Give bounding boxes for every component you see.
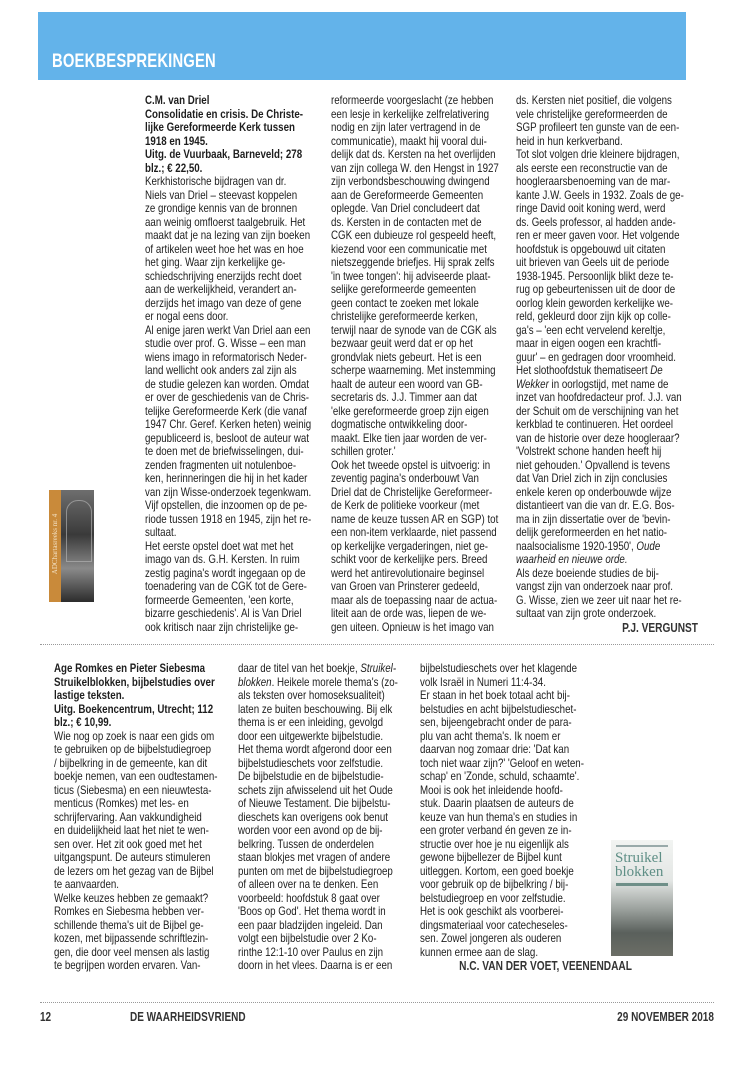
text-line: gepubliceerd is, besloot de auteur wat xyxy=(145,431,310,445)
text-line: toch niet waar zijn?' 'Geloof en weten- xyxy=(420,756,584,770)
text-line xyxy=(238,675,398,690)
text-line: maar in eigen oogen een krachtfi- xyxy=(516,337,662,350)
text-line: worden voor een avond op de bij- xyxy=(238,824,383,837)
text-line: de Kerk de politieke voorkeur (met xyxy=(331,499,480,512)
cover-author-line xyxy=(616,845,668,847)
text-line: een groter verband én geven ze in- xyxy=(420,824,572,837)
text-line: ds. Kersten in de contacten met de xyxy=(331,215,482,229)
text-line: Romkes en Siebesma hebben ver- xyxy=(54,905,204,918)
text-line: Wie nog op zoek is naar een gids om xyxy=(54,729,215,743)
text-line: stuk. Daarin plaatsen de auteurs de xyxy=(420,797,574,810)
cover-title-line-1: Struikel xyxy=(615,850,663,866)
text-line: te begrijpen worden ervaren. Van- xyxy=(54,959,201,972)
italic-title-text: Struikel- xyxy=(360,662,397,675)
text-line: bezwaar geuit werd dat er op het xyxy=(331,337,473,350)
italic-title-text: Wekker xyxy=(516,377,549,391)
text-line: distantieert van die van dr. E.G. Bos- xyxy=(516,499,675,512)
text-line: maar als de toepassing naar de actua- xyxy=(331,593,498,607)
text-line: doorn in het vlees. Daarna is er een xyxy=(238,959,393,972)
text-line xyxy=(516,553,669,567)
text-line: christelijke gereformeerde kerken, xyxy=(331,310,478,323)
cover-church-interior xyxy=(66,500,92,562)
text-line: uitgangspunt. De auteurs stimuleren xyxy=(54,851,211,864)
text-line: sen, bijeengebracht onder de para- xyxy=(420,716,572,729)
text-line: rug op gebeurtenissen uit de door de xyxy=(516,283,676,296)
text-segment: daar de titel van het boekje, xyxy=(238,662,361,675)
text-line: schillen groter.' xyxy=(331,445,396,458)
text-line: menticus (Romkes) met les- en xyxy=(54,797,189,810)
text-line: derzijds het imago van deze of gene xyxy=(145,296,302,310)
text-line: der Schuit om de verschijning van het xyxy=(516,404,679,418)
text-line: scherpe waarneming. Met instemming xyxy=(331,364,496,377)
text-line: 'Volstrekt schone handen heeft hij xyxy=(516,445,662,458)
text-line: aan de werkelijkheid, verandert an- xyxy=(145,283,297,296)
review2-column-1 xyxy=(54,662,236,973)
text-line: plu van acht thema's. Ik noem er xyxy=(420,729,561,743)
text-line: werd het antirevolutionaire beginsel xyxy=(331,566,485,580)
book-info-line: Consolidatie en crisis. De Christe- xyxy=(145,107,304,121)
text-line: Kerkhistorische bijdragen van dr. xyxy=(145,175,287,188)
text-line: schrijfervaring. Aan vakkundigheid xyxy=(54,810,202,824)
text-line: ken, herinneringen die hij in het kader xyxy=(145,472,308,485)
reviewer-name: P.J. VERGUNST xyxy=(622,619,698,635)
text-line: uitleggen. Kortom, een goed boekje xyxy=(420,864,574,878)
text-line: belkring. Tussen de onderdelen xyxy=(238,837,374,851)
text-line: en duidelijkheid laat het niet te wen- xyxy=(54,824,209,837)
text-line: kerkblad te continueren. Het oordeel xyxy=(516,418,674,431)
text-line: communicatie), maakt hij vooral dui- xyxy=(331,134,487,148)
text-line: bizarre geschiedenis'. Al is Van Driel xyxy=(145,607,302,620)
text-line: name de keuze tussen AR en SGP) tot xyxy=(331,512,499,526)
text-line: er over de geschiedenis van de Chris- xyxy=(145,391,310,404)
text-line: structie over hoe je nu eigenlijk als xyxy=(420,837,569,851)
text-line: formeerde Gemeenten, 'een korte, xyxy=(145,593,294,607)
text-line: de lezers om het gezag van de Bijbel xyxy=(54,864,214,878)
text-line: Tot slot volgen drie kleinere bijdragen, xyxy=(516,148,680,161)
reviewer-name: N.C. VAN DER VOET, VEENENDAAL xyxy=(459,958,632,973)
text-line: vangst zijn van onderzoek naar prof. xyxy=(516,580,674,593)
text-line: bijbelstudieschets over het klagende xyxy=(420,662,578,675)
text-line: schiedschrijving enerzijds recht doet xyxy=(145,269,302,283)
text-line: ma in zijn dissertatie over de 'bevin- xyxy=(516,512,671,526)
text-line: belstudiegroep en voor zelfstudie. xyxy=(420,891,566,905)
text-line: of Nieuwe Testament. Die bijbelstu- xyxy=(238,797,391,810)
text-line: daarvan nog zomaar drie: 'Dat kan xyxy=(420,743,570,756)
text-line: of artikelen weet hoe het was en hoe xyxy=(145,242,304,256)
text-line: ga's – 'een echt vervelend kereltje, xyxy=(516,323,666,337)
italic-title-text: waarheid en nieuwe orde. xyxy=(516,553,628,566)
text-line: grondvlak niets gebeurt. Het is een xyxy=(331,350,482,364)
text-line: voorbeeld: hoofdstuk 8 gaat over xyxy=(238,891,380,905)
text-line: dingsmateriaal voor catecheseles- xyxy=(420,918,568,932)
review-divider xyxy=(40,644,714,645)
review2-column-2 xyxy=(238,662,420,973)
text-line: ticus (Siebesma) en een nieuwtesta- xyxy=(54,783,212,797)
text-line: schap' en 'Zonde, schuld, schaamte'. xyxy=(420,770,580,783)
text-line: schillende thema's uit de Bijbel ge- xyxy=(54,918,204,932)
italic-title-text: De xyxy=(650,364,663,377)
text-line: wiens imago in reformatorisch Neder- xyxy=(145,350,307,364)
cover-title-line-2: blokken xyxy=(615,864,664,880)
text-line: dogmatische ontwikkeling door- xyxy=(331,418,468,431)
text-line: kiezend voor een communicatie met xyxy=(331,242,487,256)
review2-column-3 xyxy=(420,662,632,973)
text-line: geen contact te zoeken met lokale xyxy=(331,296,479,310)
text-line: op kerkelijke vergaderingen, niet ge- xyxy=(331,539,489,553)
text-line: ds. Geels professor, al hadden ande- xyxy=(516,215,676,229)
text-line: een paar bladzijden ingeleid. Dan xyxy=(238,918,383,932)
cover-subtitle xyxy=(616,883,668,886)
review1-column-3 xyxy=(516,94,698,635)
book-cover-consolidatie-en-crisis xyxy=(49,490,94,602)
text-line: imago van ds. G.H. Kersten. In ruim xyxy=(145,553,300,566)
text-line: Er staan in het boek totaal acht bij- xyxy=(420,689,570,702)
text-line: oorlog klein geworden kerkelijke we- xyxy=(516,296,673,310)
text-line: SGP profileert ten gunste van de een- xyxy=(516,121,680,134)
text-line: aan weinig omfloerst taalgebruik. Het xyxy=(145,215,306,229)
book-info-line: Uitg. de Vuurbaak, Barneveld; 278 xyxy=(145,148,303,161)
book-info-line: lastige teksten. xyxy=(54,689,125,702)
review1-column-1 xyxy=(145,94,327,634)
section-title: BOEKBESPREKINGEN xyxy=(52,51,216,72)
text-line: Niels van Driel – steevast koppelen xyxy=(145,188,298,202)
text-line: gewone bijbellezer de Bijbel kunt xyxy=(420,851,562,864)
text-line: volk Israël in Numeri 11:4-34. xyxy=(420,675,546,689)
text-line: Het is ook geschikt als voorberei- xyxy=(420,905,564,918)
text-line: kante J.W. Geels in 1932. Zoals de ge- xyxy=(516,188,684,202)
text-line: G. Wisse, zien we zeer uit naar het re- xyxy=(516,593,682,607)
text-line: er nogal eens door. xyxy=(145,310,229,323)
book-info-line: Age Romkes en Pieter Siebesma xyxy=(54,662,206,675)
book-info-line: 1918 en 1945. xyxy=(145,134,208,148)
text-line xyxy=(516,364,669,378)
book-info-line: lijke Gereformeerde Kerk tussen xyxy=(145,121,295,134)
text-line: boekje nemen, van een oudtestamen- xyxy=(54,770,218,783)
text-line: reld, gekleurd door zijn kijk op colle- xyxy=(516,310,671,323)
text-line: schets zijn afwisselend uit het Oude xyxy=(238,783,393,797)
review1-column-2 xyxy=(331,94,513,634)
text-line: oplegde. Van Driel concludeert dat xyxy=(331,202,480,215)
text-line: riode tussen 1918 en 1945, zijn het re- xyxy=(145,512,312,526)
text-line: dat Van Driel zich in zijn conclusies xyxy=(516,472,668,485)
text-line: van zijn Wisse-onderzoek tegenkwam. xyxy=(145,485,312,499)
text-line: te gebruiken op de bijbelstudiegroep xyxy=(54,743,212,756)
text-segment: naalsocialisme 1920-1950', xyxy=(516,539,637,553)
book-info-line: blz.; € 22,50. xyxy=(145,161,203,175)
text-line: ringe David ooit koning werd, werd xyxy=(516,202,666,215)
text-line: schikt voor de kerkelijke pers. Breed xyxy=(331,553,488,566)
book-info-line: blz.; € 10,99. xyxy=(54,716,112,729)
text-line: een non-item verklaarde, niet passend xyxy=(331,526,497,539)
italic-title-text: blokken xyxy=(238,675,272,689)
footer-divider xyxy=(40,1002,714,1003)
text-line: te doen met de briefwisselingen, dui- xyxy=(145,445,304,458)
text-line: zeventig pagina's onderbouwt Van xyxy=(331,472,479,485)
text-line: Driel dat de Christelijke Gereformeer- xyxy=(331,485,493,499)
text-line xyxy=(516,540,669,554)
text-line: Het thema wordt afgerond door een xyxy=(238,743,392,756)
text-line: aan de Gereformeerde Gemeenten xyxy=(331,188,484,202)
cover-series-strip xyxy=(49,490,61,602)
text-line: vele christelijke gereformeerden de xyxy=(516,107,668,121)
issue-date: 29 NOVEMBER 2018 xyxy=(617,1010,714,1024)
text-line: als eerste een reconstructie van de xyxy=(516,161,668,175)
text-line: selijke gereformeerde gemeenten xyxy=(331,283,477,296)
text-line: Als deze boeiende studies de bij- xyxy=(516,566,659,580)
text-line: Ook het tweede opstel is uitvoerig: in xyxy=(331,458,491,472)
text-line: sultaat. xyxy=(145,526,177,539)
text-line: De bijbelstudie en de bijbelstudie- xyxy=(238,770,384,783)
text-line: uit brieven van Geels uit de periode xyxy=(516,256,670,269)
cover-series-text: ADChartasreeks nr. 4 xyxy=(51,513,59,575)
text-line: guur' – en gedragen door vroomheid. xyxy=(516,350,676,364)
text-line: haalt de auteur een woord van GB- xyxy=(331,377,483,391)
book-info-line: Uitg. Boekencentrum, Utrecht; 112 xyxy=(54,702,214,716)
text-segment: Het slothoofdstuk thematiseert xyxy=(516,364,651,377)
text-line: / bijbelkring in de gemeente, kan dit xyxy=(54,756,208,770)
text-line: Het eerste opstel doet wat met het xyxy=(145,539,294,553)
section-banner xyxy=(38,12,686,80)
text-line: delijk gereformeerden en het natio- xyxy=(516,526,668,539)
text-line: 'elke gereformeerde groep zijn eigen xyxy=(331,404,489,418)
text-line: delijk dat ds. Kersten na het overlijden xyxy=(331,148,496,161)
text-line: de studie gelezen kan worden. Omdat xyxy=(145,377,310,391)
text-line: het ging. Waar zijn kerkelijke ge- xyxy=(145,256,286,269)
text-line: zijn verbondsbeschouwing dwingend xyxy=(331,175,490,188)
text-line: telijke Gereformeerde Kerk (die vanaf xyxy=(145,404,307,418)
text-line: toenadering van de CGK tot de Gere- xyxy=(145,580,307,593)
text-line: terwijl naar de synode van de CGK als xyxy=(331,323,497,337)
text-line: ren er meer gaven voor. Het volgende xyxy=(516,229,680,242)
text-line: nietszeggende briefjes. Hij sprak zelfs xyxy=(331,256,495,269)
book-cover-struikelblokken xyxy=(611,840,673,956)
text-line: bijbelstudieschets voor zelfstudie. xyxy=(238,756,384,770)
text-line: liteit aan de orde was, liepen de we- xyxy=(331,607,487,620)
text-line: reformeerde voorgeslacht (ze hebben xyxy=(331,94,494,107)
text-line: keuze van hun thema's en studies in xyxy=(420,810,578,824)
text-line: 'Boos op God'. Het thema wordt in xyxy=(238,905,386,918)
italic-title-text: Oude xyxy=(636,539,661,553)
text-line: studie over prof. G. Wisse – een man xyxy=(145,337,306,350)
text-line xyxy=(516,378,669,392)
publication-name: DE WAARHEIDSVRIEND xyxy=(130,1010,246,1024)
text-line: gen uiteen. Opnieuw is het imago van xyxy=(331,620,494,634)
text-line: sultaat van zijn grote onderzoek. xyxy=(516,607,657,620)
text-line: nodig en zijn later vertragend in de xyxy=(331,121,481,134)
text-line: staan blokjes met vragen of andere xyxy=(238,851,391,864)
text-line: sen over. Het zit ook goed met het xyxy=(54,837,202,851)
text-line: Vijf opstellen, die inzoomen op de pe- xyxy=(145,499,308,512)
text-line: punten om met de bijbelstudiegroep xyxy=(238,864,393,878)
text-segment: in oorlogstijd, met name de xyxy=(548,377,669,391)
text-line: maakt. Elke tien jaar worden de ver- xyxy=(331,431,487,445)
text-line: kunnen ermee aan de slag. xyxy=(420,945,539,959)
text-line: een lesje in kerkelijke zelfrelativering xyxy=(331,107,490,121)
book-info-line: C.M. van Driel xyxy=(145,94,210,107)
text-segment: . Heikele morele thema's (zo- xyxy=(271,675,398,689)
text-line: enkele keren op onderbouwde wijze xyxy=(516,485,672,499)
book-info-line: Struikelblokken, bijbelstudies over xyxy=(54,675,215,689)
text-line: Al enige jaren werkt Van Driel aan een xyxy=(145,323,311,337)
text-line xyxy=(238,662,397,676)
text-line: Mooi is ook het inleidende hoofd- xyxy=(420,783,563,797)
text-line: CGK een dubieuze rol gespeeld heeft, xyxy=(331,229,497,242)
text-line: belstudies en acht bijbelstudieschet- xyxy=(420,702,577,716)
text-line: thema is er een inleiding, gevolgd xyxy=(238,716,384,729)
text-line: 1947 Chr. Geref. Kerken heten) weinig xyxy=(145,418,312,431)
text-line: als teksten over homoseksualiteit) xyxy=(238,689,385,702)
text-line: van Groen van Prinsterer gedeeld, xyxy=(331,580,480,593)
text-line: van de historie over deze hoogleraar? xyxy=(516,431,680,445)
text-line: 'in twee tongen': hij adviseerde plaat- xyxy=(331,269,491,283)
text-line: inzet van hoofdredacteur prof. J.J. van xyxy=(516,391,682,404)
text-line: te aanvaarden. xyxy=(54,878,119,891)
text-line: Welke keuzes hebben ze gemaakt? xyxy=(54,891,209,905)
text-line: door een uitgewerkte bijbelstudie. xyxy=(238,729,384,743)
page-number: 12 xyxy=(40,1010,52,1024)
text-line: secretaris ds. J.J. Timmer aan dat xyxy=(331,391,478,404)
text-line: of alleen over na te denken. Een xyxy=(238,878,379,891)
text-line: kozen, met bijpassende schriftlezin- xyxy=(54,932,209,945)
text-line: niet gehouden.' Opvallend is tevens xyxy=(516,458,671,472)
text-line: rinthe 12:1-10 over Paulus en zijn xyxy=(238,945,384,959)
text-line: ook kritisch naar zijn christelijke ge- xyxy=(145,620,299,634)
text-line: volgt een bijbelstudie over 2 Ko- xyxy=(238,932,377,945)
text-line: ze grondige kennis van de bronnen xyxy=(145,202,298,215)
text-line: ds. Kersten niet positief, die volgens xyxy=(516,94,672,107)
text-line: 1938-1945. Persoonlijk blikt deze te- xyxy=(516,269,674,283)
text-line: van zijn collega W. den Hengst in 1927 xyxy=(331,161,499,175)
text-line: zenden fragmenten uit notulenboe- xyxy=(145,458,297,472)
text-line: laten ze buiten beschouwing. Bij elk xyxy=(238,702,393,716)
text-line: hoofdstuk is opgebouwd uit citaten xyxy=(516,242,666,256)
text-line: gen, die door veel mensen als lastig xyxy=(54,945,210,959)
text-line: zestig pagina's wordt ingegaan op de xyxy=(145,566,306,580)
text-line: hoogleraarsbenoeming van de mar- xyxy=(516,175,671,188)
text-line: voor gebruik op de bijbelkring / bij- xyxy=(420,878,569,891)
text-line: maakt dat je na lezing van zijn boeken xyxy=(145,229,311,242)
text-line: heid in hun kerkverband. xyxy=(516,134,623,148)
text-line: sen. Zowel jongeren als ouderen xyxy=(420,932,562,945)
text-line: land wellicht ook anders zal zijn als xyxy=(145,364,297,377)
text-line: dieschets kan overigens ook benut xyxy=(238,810,388,824)
